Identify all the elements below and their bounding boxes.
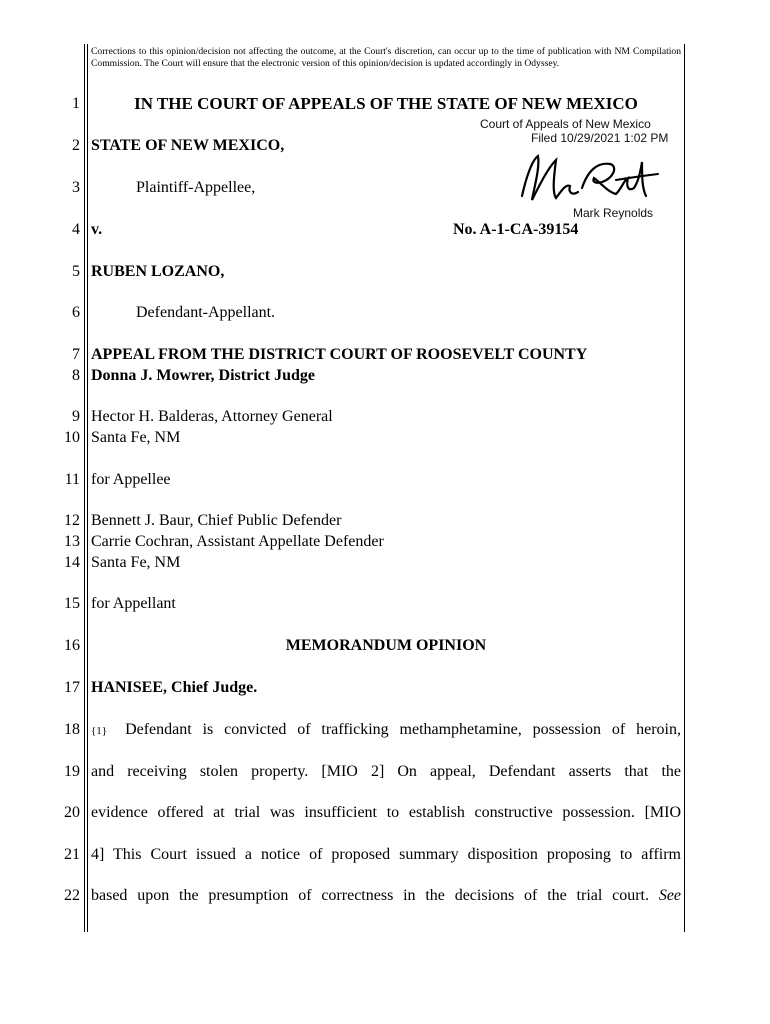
appellee-label: for Appellee (91, 471, 171, 488)
plaintiff-role: Plaintiff-Appellee, (136, 179, 256, 196)
line-number-12: 12 (64, 512, 80, 529)
appeal-court: APPEAL FROM THE DISTRICT COURT OF ROOSEVELT COUNTY (91, 346, 588, 363)
line-number-16: 16 (64, 637, 80, 654)
defendant-role: Defendant-Appellant. (136, 304, 276, 321)
right-margin-rule (684, 44, 685, 932)
paragraph-number: {1} (91, 725, 108, 737)
line-number-13: 13 (64, 533, 80, 550)
line-number-8: 8 (72, 367, 80, 384)
line-number-21: 21 (64, 846, 80, 863)
filing-stamp-clerk: Mark Reynolds (573, 206, 654, 220)
line-number-17: 17 (64, 679, 80, 696)
appellant-label: for Appellant (91, 595, 176, 612)
appellant-counsel-name-1: Bennett J. Baur, Chief Public Defender (91, 512, 342, 529)
opinion-title: MEMORANDUM OPINION (285, 637, 487, 654)
body-line-22-text: based upon the presumption of correctness in the decisions of the trial court. (91, 887, 649, 904)
line-number-19: 19 (64, 763, 80, 780)
line-number-2: 2 (72, 137, 80, 154)
district-judge: Donna J. Mowrer, District Judge (91, 367, 315, 384)
court-title: IN THE COURT OF APPEALS OF THE STATE OF NEW MEXICO (134, 94, 638, 113)
line-number-20: 20 (64, 804, 80, 821)
left-margin-rule-inner (87, 44, 88, 932)
line-number-3: 3 (72, 179, 80, 196)
appellant-counsel-city: Santa Fe, NM (91, 554, 181, 571)
line-number-7: 7 (72, 346, 80, 363)
author-judge: HANISEE, Chief Judge. (91, 679, 258, 696)
clerk-signature-image (512, 148, 662, 210)
filing-stamp-court: Court of Appeals of New Mexico (480, 117, 651, 131)
corrections-notice: Corrections to this opinion/decision not affecting the outcome, at the Court's discretion, can occur up to the time of publication with NM Compilation Commission. The Court will ensure that the electronic version of this opinion/decision is updated accordingly in Odyssey. (91, 46, 681, 69)
body-line-18 (91, 720, 681, 741)
line-number-10: 10 (64, 429, 80, 446)
line-number-14: 14 (64, 554, 80, 571)
citation-signal: See (658, 887, 682, 904)
filing-stamp-date: Filed 10/29/2021 1:02 PM (531, 131, 669, 145)
line-number-4: 4 (72, 221, 80, 238)
body-line-21: 4] This Court issued a notice of proposed summary disposition proposing to affirm (91, 846, 681, 863)
appellee-counsel-name: Hector H. Balderas, Attorney General (91, 408, 333, 425)
line-number-9: 9 (72, 408, 80, 425)
case-number: No. A-1-CA-39154 (453, 221, 579, 238)
body-line-19: and receiving stolen property. [MIO 2] On appeal, Defendant asserts that the (91, 763, 681, 780)
body-line-20: evidence offered at trial was insufficient to establish constructive possession. [MIO (91, 804, 681, 821)
versus: v. (91, 221, 103, 238)
defendant-name: RUBEN LOZANO, (91, 263, 225, 280)
body-line-18-text: Defendant is convicted of trafficking methamphetamine, possession of heroin, (125, 721, 681, 738)
body-line-22 (91, 886, 681, 906)
line-number-1: 1 (72, 95, 80, 112)
left-margin-rule (84, 44, 85, 932)
line-number-15: 15 (64, 595, 80, 612)
plaintiff-name: STATE OF NEW MEXICO, (91, 137, 285, 154)
appellant-counsel-name-2: Carrie Cochran, Assistant Appellate Defender (91, 533, 384, 550)
line-number-22: 22 (64, 887, 80, 904)
line-number-11: 11 (64, 471, 80, 488)
appellee-counsel-city: Santa Fe, NM (91, 429, 181, 446)
line-number-6: 6 (72, 304, 80, 321)
line-number-18: 18 (64, 721, 80, 738)
line-number-5: 5 (72, 263, 80, 280)
